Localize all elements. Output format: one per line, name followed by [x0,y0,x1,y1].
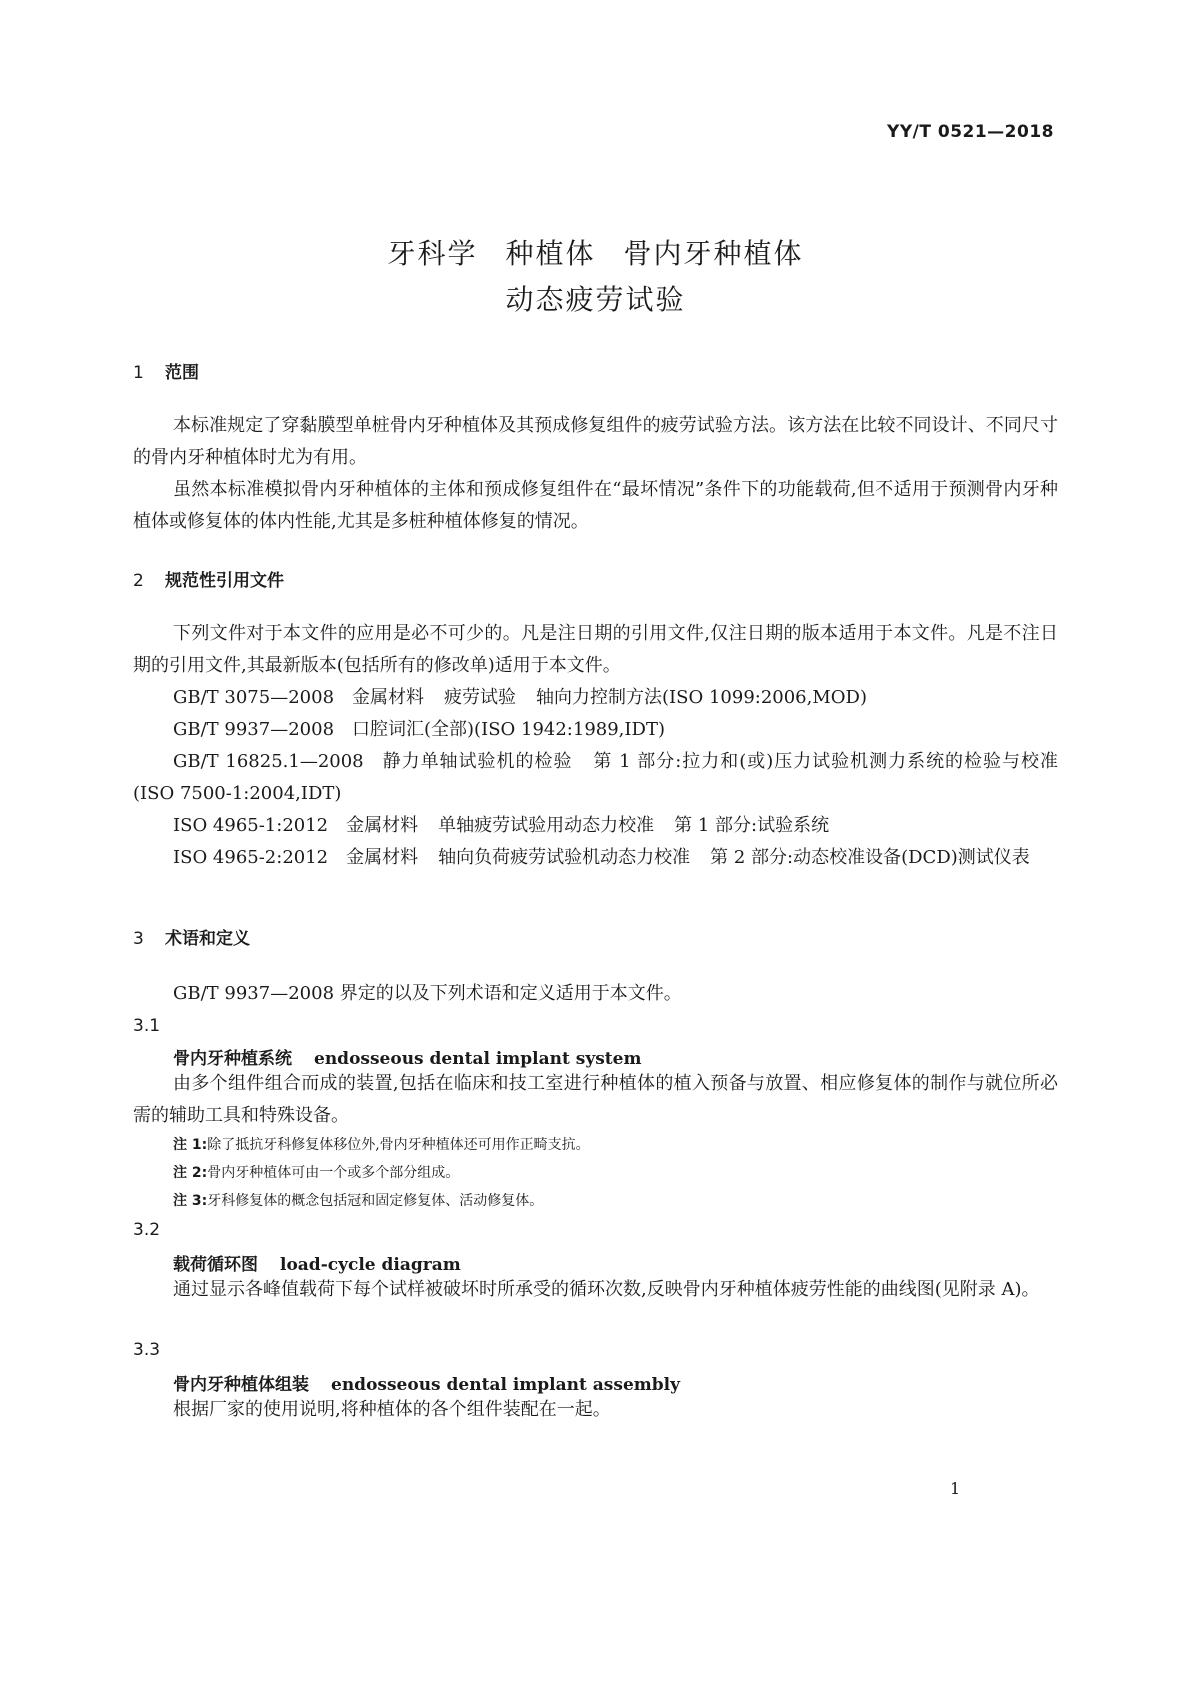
term-chinese: 载荷循环图 [173,1255,258,1275]
reference-item [133,714,1058,746]
term-chinese: 骨内牙种植系统 [173,1049,292,1069]
term-definition: 由多个组件组合而成的装置,包括在临床和技工室进行种植体的植入预备与放置、相应修复体的制作与就位所必需的辅助工具和特殊设备。 [133,1073,1058,1126]
note-label: 注 2: [173,1165,208,1181]
note-text: 骨内牙种植体可由一个或多个部分组成。 [207,1165,460,1181]
reference-code: ISO 4965-2:2012 [173,847,329,868]
reference-item [133,682,1058,714]
reference-code: GB/T 3075—2008 [173,687,335,708]
section-1-paragraph-1: 本标准规定了穿黏膜型单桩骨内牙种植体及其预成修复组件的疲劳试验方法。该方法在比较不同设计、不同尺寸的骨内牙种植体时尤为有用。 [133,415,1058,468]
term-number: 3.3 [133,1340,161,1360]
section-3-paragraph-1: GB/T 9937—2008 界定的以及下列术语和定义适用于本文件。 [173,983,682,1004]
reference-item [133,842,1058,874]
term-definition: 根据厂家的使用说明,将种植体的各个组件装配在一起。 [173,1399,611,1420]
term-heading [173,1044,641,1069]
term-number: 3.2 [133,1220,161,1240]
term-english: endosseous dental implant assembly [331,1375,680,1395]
term-chinese: 骨内牙种植体组装 [173,1375,309,1395]
note-label: 注 3: [173,1193,208,1209]
section-3-heading [133,924,250,949]
reference-text: 口腔词汇(全部)(ISO 1942:1989,IDT) [352,719,665,740]
note-label: 注 1: [173,1137,208,1153]
reference-text: 第 1 部分:拉力和(或)压力试验机测力系统的检验与校准(ISO 7500-1:2004,IDT) [133,751,1058,804]
reference-text: 金属材料 [352,687,425,708]
document-title-line-1 [0,232,1191,272]
reference-code: GB/T 9937—2008 [173,719,335,740]
reference-text: 金属材料 [346,815,419,836]
document-title-line-2: 动态疲劳试验 [505,283,686,316]
section-1-heading [133,358,199,383]
reference-text: 轴向负荷疲劳试验机动态力校准 [438,847,691,868]
note-text: 除了抵抗牙科修复体移位外,骨内牙种植体还可用作正畸支抗。 [207,1137,590,1153]
title-part-b: 种植体 [505,237,596,270]
title-part-c: 骨内牙种植体 [623,237,804,270]
reference-text: 单轴疲劳试验用动态力校准 [438,815,655,836]
term-note [173,1134,590,1154]
term-number: 3.1 [133,1016,161,1036]
section-1-paragraph-2: 虽然本标准模拟骨内牙种植体的主体和预成修复组件在“最坏情况”条件下的功能载荷,但不适用于预测骨内牙种植体或修复体的体内性能,尤其是多桩种植体修复的情况。 [133,479,1058,532]
reference-text: 静力单轴试验机的检验 [381,751,573,772]
reference-text: 第 1 部分:试验系统 [674,815,830,836]
section-2-paragraph-1: 下列文件对于本文件的应用是必不可少的。凡是注日期的引用文件,仅注日期的版本适用于本文件。凡是不注日期的引用文件,其最新版本(包括所有的修改单)适用于本文件。 [133,623,1058,676]
section-2-title: 规范性引用文件 [165,571,284,591]
term-note [173,1162,459,1182]
term-heading [173,1370,680,1395]
term-note [173,1190,543,1210]
section-2-heading [133,566,284,591]
reference-item [133,746,1058,810]
section-3-number: 3 [133,929,144,949]
section-3-title: 术语和定义 [165,929,250,949]
term-english: endosseous dental implant system [314,1049,642,1069]
section-2-number: 2 [133,571,144,591]
title-part-a: 牙科学 [387,237,478,270]
section-1-number: 1 [133,363,144,383]
term-english: load-cycle diagram [280,1255,461,1275]
reference-item [133,810,1058,842]
section-1-title: 范围 [165,363,199,383]
term-definition: 通过显示各峰值载荷下每个试样被破坏时所承受的循环次数,反映骨内牙种植体疲劳性能的曲线图(见附录 A)。 [173,1279,1040,1300]
document-code: YY/T 0521—2018 [887,122,1054,142]
reference-text: 轴向力控制方法(ISO 1099:2006,MOD) [536,687,868,708]
reference-text: 疲劳试验 [444,687,517,708]
note-text: 牙科修复体的概念包括冠和固定修复体、活动修复体。 [207,1193,544,1209]
reference-code: ISO 4965-1:2012 [173,815,329,836]
reference-code: GB/T 16825.1—2008 [173,751,364,772]
reference-text: 第 2 部分:动态校准设备(DCD)测试仪表 [710,847,1030,868]
term-heading [173,1250,461,1275]
page-number: 1 [950,1479,961,1498]
reference-text: 金属材料 [346,847,419,868]
